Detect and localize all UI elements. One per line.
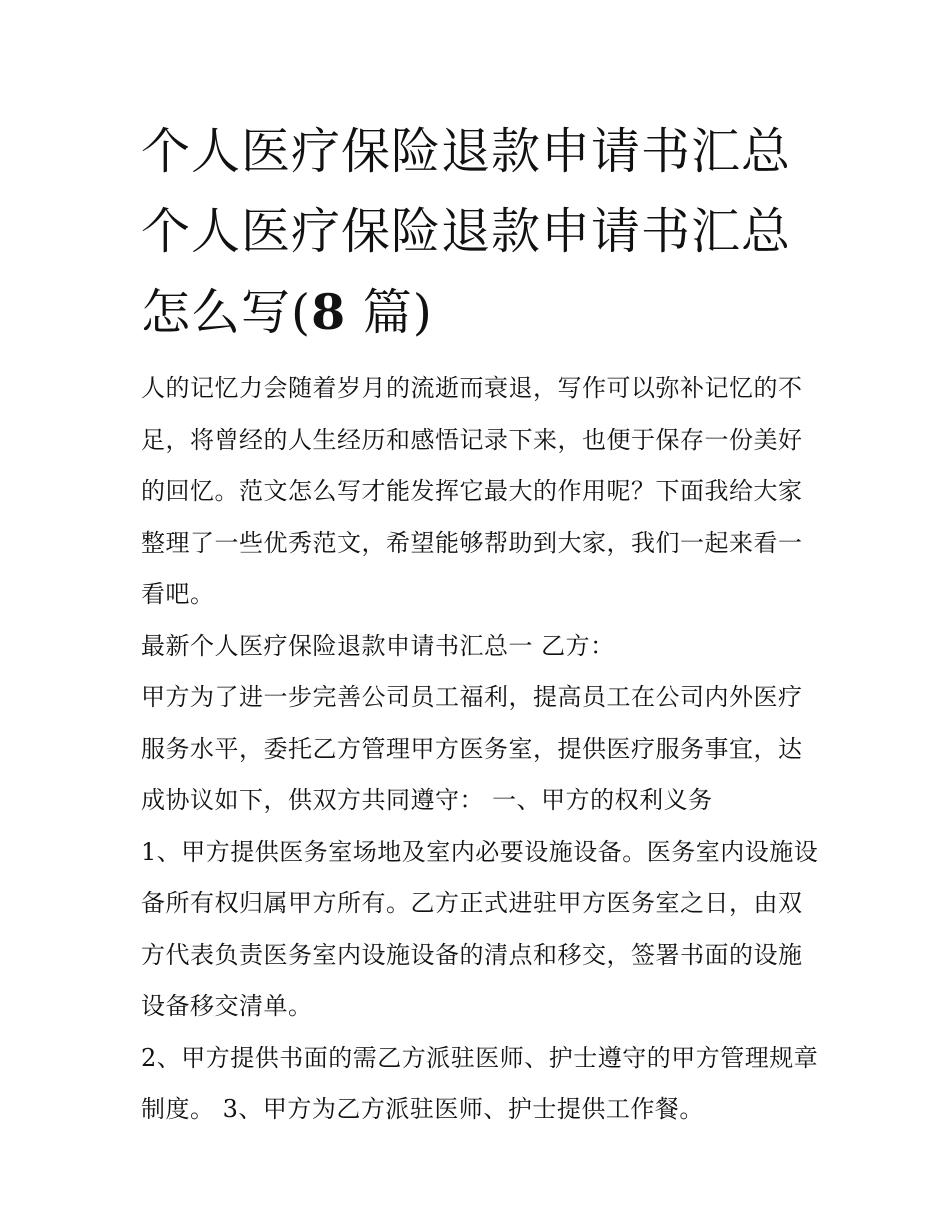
paragraph-intro: 人的记忆力会随着岁月的流逝而衰退，写作可以弥补记忆的不足，将曾经的人生经历和感悟记录下来，也便于保存一份美好的回忆。范文怎么写才能发挥它最大的作用呢？下面我给大家整理了一些优秀范文，希望能够帮助到大家，我们一起来看一看吧。 (141, 374, 803, 608)
title-suffix: 篇) (346, 284, 433, 341)
document-content (141, 112, 821, 1136)
paragraph-agreement: 甲方为了进一步完善公司员工福利，提高员工在公司内外医疗服务水平，委托乙方管理甲方医务室，提供医疗服务事宜，达成协议如下，供双方共同遵守： 一、甲方的权利义务 (141, 683, 803, 814)
document-title (141, 112, 821, 353)
title-count: 8 (311, 283, 347, 341)
paragraph-section-heading: 最新个人医疗保险退款申请书汇总一 乙方： (141, 631, 615, 660)
paragraph-clause-1: 1、甲方提供医务室场地及室内必要设施设备。医务室内设施设备所有权归属甲方所有。乙方正式进驻甲方医务室之日，由双方代表负责医务室内设施设备的清点和移交，签署书面的设施设备移交清单。 (141, 837, 819, 1020)
paragraph-clause-2-3: 2、甲方提供书面的需乙方派驻医师、护士遵守的甲方管理规章制度。 3、甲方为乙方派驻医师、护士提供工作餐。 (141, 1043, 819, 1123)
title-text: 个人医疗保险退款申请书汇总个人医疗保险退款申请书汇总怎么写( (141, 123, 792, 341)
